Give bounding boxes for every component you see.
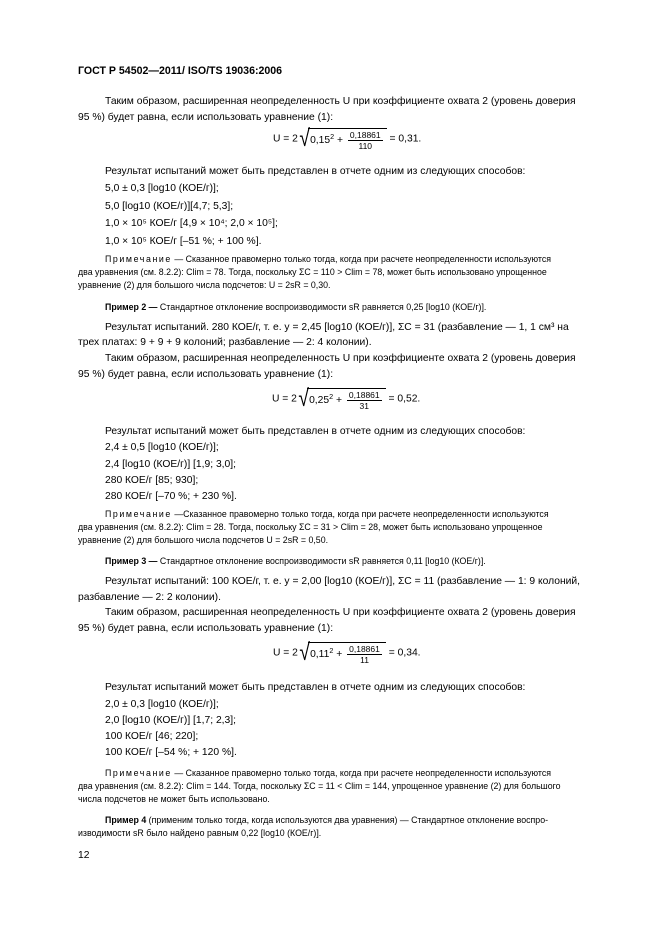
- result-item: 2,0 [log10 (КОЕ/г)] [1,7; 2,3];: [105, 715, 236, 726]
- result-item: 280 КОЕ/г [–70 %; + 230 %].: [105, 491, 237, 502]
- result-item: 5,0 ± 0,3 [log10 (КОЕ/г)];: [105, 183, 219, 194]
- equation-lhs: U = 2: [273, 647, 298, 659]
- paragraph-line: 95 %) будет равна, если использовать уравнение (1):: [78, 112, 334, 123]
- note-label: Примечание: [105, 509, 172, 519]
- paragraph-line: трех платах: 9 + 9 + 9 колоний; разбавление — 2: 4 колонии).: [78, 337, 372, 348]
- paragraph-line: Таким образом, расширенная неопределенность U при коэффициенте охвата 2 (уровень доверия: [105, 353, 576, 364]
- paragraph-line: 95 %) будет равна, если использовать уравнение (1):: [78, 623, 334, 634]
- equation-result: = 0,52.: [388, 393, 421, 405]
- equation-3: [273, 640, 421, 666]
- paragraph-line: Результат испытаний: 100 КОЕ/г, т. е. y = 2,00 [log10 (КОЕ/г)], ΣC = 11 (разбавление — 1: 9 колоний,: [105, 576, 581, 587]
- paragraph-line: Результат испытаний. 280 КОЕ/г, т. е. y = 2,45 [log10 (КОЕ/г)], ΣC = 31 (разбавление — 1, 1 см³ на: [105, 322, 569, 333]
- paragraph-line: Таким образом, расширенная неопределенность U при коэффициенте охвата 2 (уровень доверия: [105, 607, 576, 618]
- result-item: 2,0 ± 0,3 [log10 (КОЕ/г)];: [105, 699, 219, 710]
- radical-sign: √: [299, 125, 310, 152]
- paragraph-line: разбавление — 2: 2 колонии).: [78, 592, 221, 603]
- note-label: Примечание: [105, 254, 172, 264]
- radicand: 0,25$^2$ + $\frac{0,18861}{31}$: [307, 388, 386, 411]
- paragraph-line: Результат испытаний может быть представлен в отчете одним из следующих способов:: [105, 426, 526, 437]
- note-line: уравнение (2) для большого числа подсчетов U = 2sR = 0,50.: [78, 535, 329, 545]
- example-4-heading: Пример 4 (применим только тогда, когда используются два уравнения) — Стандартное отклонение воспро-: [105, 815, 549, 825]
- note-line: числа подсчетов не может быть использовано.: [78, 794, 270, 804]
- note-label: Примечание: [105, 768, 172, 778]
- equation-lhs: U = 2: [272, 393, 297, 405]
- result-item: 280 КОЕ/г [85; 930];: [105, 475, 199, 486]
- document-header: ГОСТ Р 54502—2011/ ISO/TS 19036:2006: [78, 65, 283, 77]
- radical-sign: √: [298, 385, 309, 412]
- example-3-heading: Пример 3 — Стандартное отклонение воспроизводимости sR равняется 0,11 [log10 (КОЕ/г)].: [105, 556, 486, 566]
- result-item: 5,0 [log10 (КОЕ/г)][4,7; 5,3];: [105, 201, 234, 212]
- note-line: Примечание —Сказанное правомерно только тогда, когда при расчете неопределенности используются: [105, 509, 549, 519]
- radical-sign: √: [299, 639, 310, 666]
- note-line: Примечание — Сказанное правомерно только тогда, когда при расчете неопределенности используются: [105, 254, 552, 264]
- equation-2: [272, 386, 420, 412]
- radicand: 0,11$^2$ + $\frac{0,18861}{11}$: [308, 642, 386, 665]
- radicand: 0,15$^2$ + $\frac{0,18861}{110}$: [308, 128, 387, 151]
- note-line: Примечание — Сказанное правомерно только тогда, когда при расчете неопределенности используются: [105, 768, 552, 778]
- example-4-line: изводимости sR было найдено равным 0,22 [log10 (КОЕ/г)].: [78, 828, 322, 838]
- result-item: 1,0 × 10⁵ КОЕ/г [4,9 × 10⁴; 2,0 × 10⁵];: [105, 218, 278, 229]
- paragraph-line: Результат испытаний может быть представлен в отчете одним из следующих способов:: [105, 166, 526, 177]
- paragraph-line: 95 %) будет равна, если использовать уравнение (1):: [78, 369, 334, 380]
- result-item: 2,4 ± 0,5 [log10 (КОЕ/г)];: [105, 442, 219, 453]
- result-item: 100 КОЕ/г [46; 220];: [105, 731, 199, 742]
- note-line: два уравнения (см. 8.2.2): Clim = 28. Тогда, поскольку ΣC = 31 > Clim = 28, может быть использовано упрощенное: [78, 522, 543, 532]
- result-item: 2,4 [log10 (КОЕ/г)] [1,9; 3,0];: [105, 459, 236, 470]
- result-item: 100 КОЕ/г [–54 %; + 120 %].: [105, 747, 237, 758]
- note-line: два уравнения (см. 8.2.2): Clim = 78. Тогда, поскольку ΣC = 110 > Clim = 78, может быть использовано упрощенное: [78, 267, 547, 277]
- equation-result: = 0,34.: [388, 647, 421, 659]
- paragraph-line: Результат испытаний может быть представлен в отчете одним из следующих способов:: [105, 682, 526, 693]
- note-line: уравнение (2) для большого числа подсчетов: U = 2sR = 0,30.: [78, 280, 331, 290]
- result-item: 1,0 × 10⁵ КОЕ/г [–51 %; + 100 %].: [105, 236, 262, 247]
- note-line: два уравнения (см. 8.2.2): Clim = 144. Тогда, поскольку ΣC = 11 < Clim = 144, упрощенное уравнение (2) для большого: [78, 781, 561, 791]
- equation-lhs: U = 2: [273, 133, 298, 145]
- paragraph-line: Таким образом, расширенная неопределенность U при коэффициенте охвата 2 (уровень доверия: [105, 96, 576, 107]
- example-2-heading: Пример 2 — Стандартное отклонение воспроизводимости sR равняется 0,25 [log10 (КОЕ/г)].: [105, 302, 487, 312]
- equation-result: = 0,31.: [389, 133, 422, 145]
- page-number: 12: [78, 850, 90, 861]
- equation-1: [273, 126, 421, 152]
